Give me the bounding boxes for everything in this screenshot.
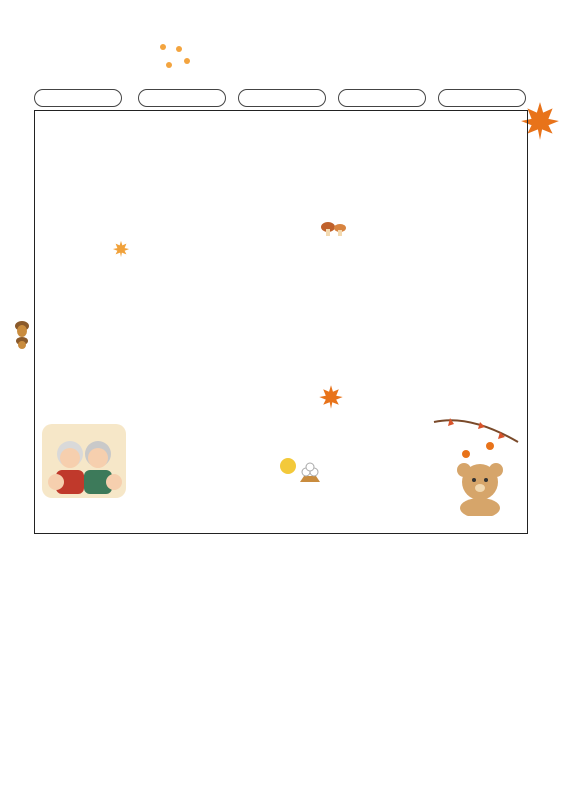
weekday-tue (138, 89, 226, 107)
weekday-wed (238, 89, 326, 107)
weekday-thu (338, 89, 426, 107)
elderly-couple-illustration (40, 420, 128, 500)
weekday-header (34, 89, 524, 107)
weekday-mon (34, 89, 122, 107)
acorn-icon (14, 318, 30, 350)
moon-dango-icon (278, 454, 322, 484)
weekday-fri (438, 89, 526, 107)
bear-illustration (430, 412, 522, 516)
